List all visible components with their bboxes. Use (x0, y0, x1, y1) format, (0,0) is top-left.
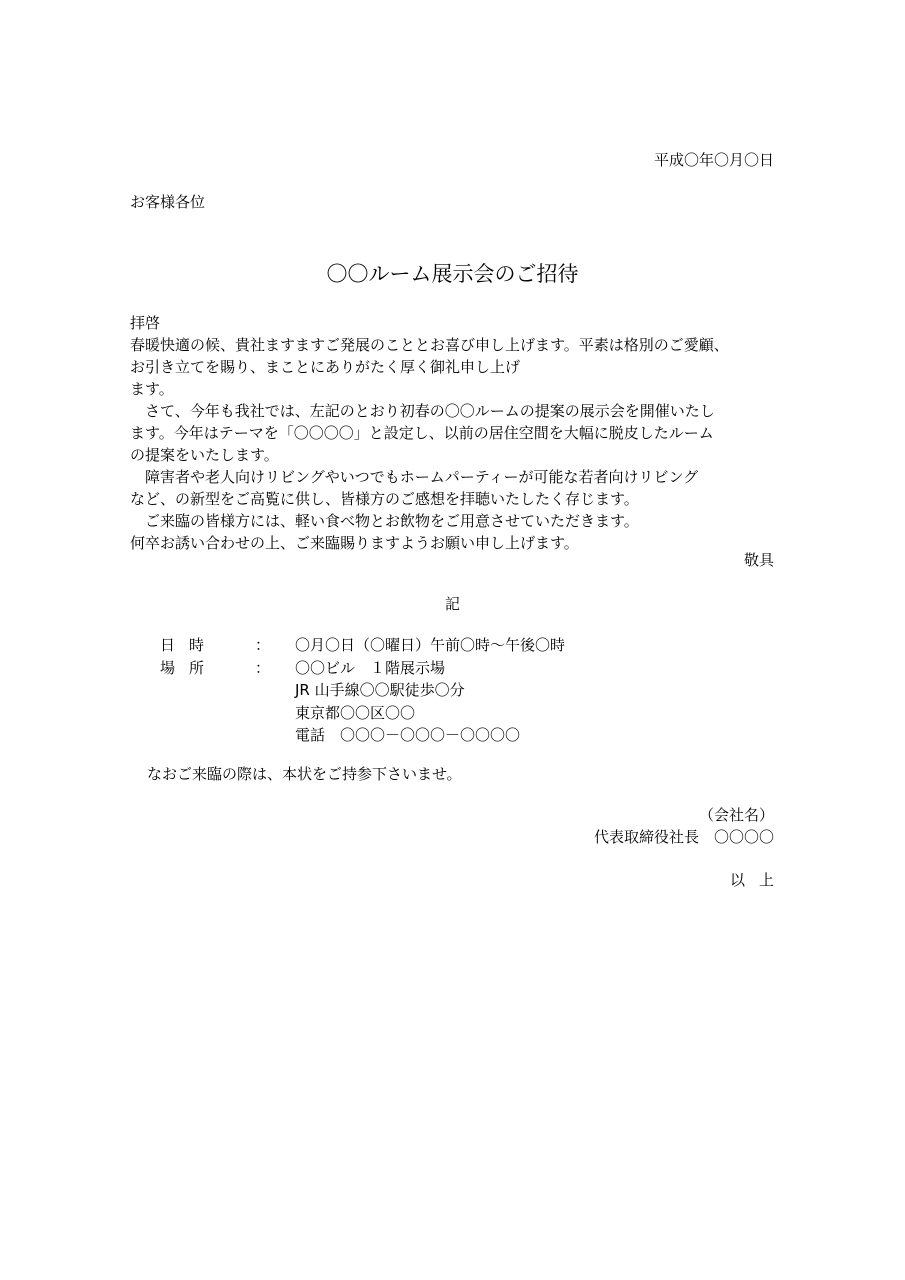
body-line: 何卒お誘い合わせの上、ご来臨賜りますようお願い申し上げます。 (130, 534, 579, 552)
body-line: 拝啓 (130, 314, 161, 332)
place-colon: ： (255, 658, 271, 677)
note: なおご来臨の際は、本状をご持参下さいませ。 (147, 765, 462, 783)
place-address: 東京都〇〇区〇〇 (295, 703, 416, 722)
body-line: など、の新型をご高覧に供し、皆様方のご感想を拝聴いたしたく存じます。 (130, 490, 639, 508)
signer: 代表取締役社長 〇〇〇〇 (593, 828, 774, 846)
datetime-colon: ： (255, 636, 271, 654)
place-access: JR 山手線〇〇駅徒歩〇分 (295, 681, 465, 699)
letter-date: 平成〇年〇月〇日 (653, 151, 774, 169)
place-value: 〇〇ビル １階展示場 (295, 658, 446, 677)
datetime-label: 日時 (160, 636, 219, 654)
end-ijo: 以上 (729, 871, 788, 889)
body-line: 春暖快適の候、貴社ますますご発展のこととお喜び申し上げます。平素は格別のご愛顧、 (130, 336, 729, 354)
letter-title: 〇〇ルーム展示会のご招待 (326, 262, 579, 286)
ki-heading: 記 (444, 595, 460, 613)
recipient: お客様各位 (130, 193, 206, 211)
place-label: 場所 (160, 658, 219, 677)
body-line: ます。今年はテーマを「〇〇〇〇」と設定し、以前の居住空間を大幅に脱皮したルーム (130, 424, 714, 442)
body-line: お引き立てを賜り、まことにありがたく厚く御礼申し上げ (130, 358, 521, 376)
letter-body (130, 312, 780, 554)
body-line: の提案をいたします。 (130, 446, 279, 464)
body-line: 障害者や老人向けリビングやいつでもホームパーティーが可能な若者向けリビング (130, 468, 699, 486)
closing-keigu: 敬具 (743, 551, 774, 569)
body-line: ます。 (130, 380, 174, 398)
body-line: さて、今年も我社では、左記のとおり初春の〇〇ルームの提案の展示会を開催いたし (130, 402, 715, 420)
body-line: ご来臨の皆様方には、軽い食べ物とお飲物をご用意させていただきます。 (130, 512, 639, 530)
place-phone: 電話 〇〇〇－〇〇〇－〇〇〇〇 (295, 726, 521, 744)
datetime-value: 〇月〇日（〇曜日）午前〇時～午後〇時 (295, 636, 566, 654)
company-name: （会社名） (698, 806, 774, 824)
